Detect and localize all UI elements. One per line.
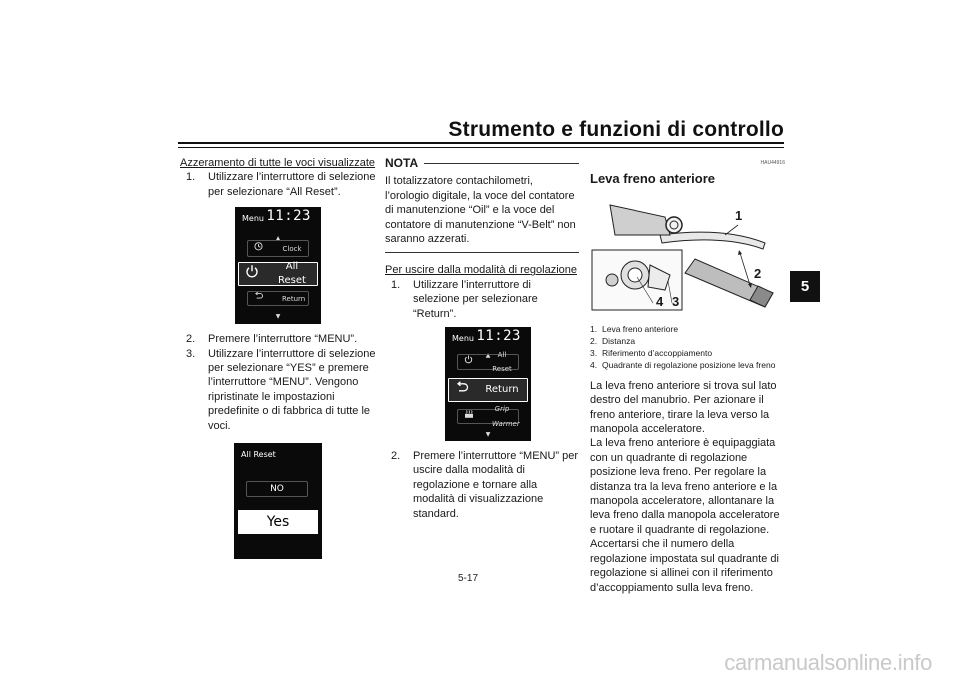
section-subhead: Per uscire dalla modalità di regolazione [385, 264, 577, 277]
callout-3: 3 [672, 293, 680, 309]
callout-2: 2 [754, 265, 762, 281]
step-text: Utilizzare l’interruttore di selezione per selezionare “All Reset”. [208, 171, 376, 198]
steps-list [180, 332, 376, 433]
list-item: 1. Utilizzare l’interruttore di selezione per selezionare “Return”. [391, 278, 538, 320]
reference-code: HAU44916 [760, 160, 785, 166]
list-item [180, 170, 376, 199]
arrow-up-icon: ▲ [275, 235, 281, 243]
menu-item-all-reset: All Reset [457, 354, 519, 370]
paragraph: La leva freno anteriore si trova sul lato destro del manubrio. Per azionare il freno anteriore, tirare la leva verso la manopola acceleratore. [590, 379, 777, 436]
return-icon [254, 292, 263, 306]
section-subhead: Azzeramento di tutte le voci visualizzate [180, 157, 376, 169]
page-title: Strumento e funzioni di controllo [448, 118, 784, 141]
callout-1: 1 [735, 207, 743, 223]
screen-title: All Reset [241, 450, 276, 460]
brake-lever-illustration [590, 195, 780, 313]
steps-list [180, 170, 376, 199]
display-screen-all-reset [234, 443, 322, 559]
section-title: Leva freno anteriore [590, 171, 715, 187]
list-item: 3. Riferimento d’accoppiamento [590, 347, 713, 358]
step-number: 1. [186, 171, 196, 184]
screen-clock: 11:23 [266, 208, 311, 225]
note-end-rule [385, 252, 579, 253]
list-item: 2. Premere l’interruttore “MENU” per uscire dalla modalità di regolazione e tornare alla modalità di visualizzazione standard. [391, 450, 579, 520]
list-item: 3. Utilizzare l’interruttore di selezione per selezionare “YES” e premere l’interruttore “MENU”. Vengono ripristinate le impostazioni predefinite o di fabbrica di tutte le voci. [186, 347, 376, 432]
menu-item-return: Return [448, 378, 528, 402]
arrow-down-icon: ▼ [275, 313, 281, 321]
watermark: carmanualsonline.info [724, 650, 932, 675]
chapter-tab[interactable]: 5 [790, 271, 820, 302]
note-text: Il totalizzatore contachilometri, l’orologio digitale, la voce del contatore di manutenzione “Oil” e la voce del contatore di manutenzione “V-Belt” non saranno azzerati. [385, 175, 576, 246]
steps-list [385, 278, 579, 321]
note-header: NOTA [385, 156, 579, 170]
option-yes: Yes [238, 510, 318, 534]
display-screen-menu [235, 207, 321, 324]
menu-item-clock: Clock [247, 240, 309, 257]
steps-list [385, 449, 579, 521]
clock-icon [254, 242, 263, 256]
power-icon [245, 265, 259, 284]
display-screen-menu-return: Menu 11:23 ▲ All Reset Return Grip Warmer ▼ [445, 327, 531, 441]
list-item: 2. Distanza [590, 335, 636, 346]
arrow-down-icon: ▼ [485, 431, 491, 439]
header-rule-thin [178, 147, 784, 148]
grip-warmer-icon [464, 409, 474, 423]
list-item: 1. Leva freno anteriore [590, 323, 679, 334]
power-icon [464, 355, 473, 369]
screen-menu-label: Menu [242, 214, 264, 224]
list-item: 4. Quadrante di regolazione posizione leva freno [590, 359, 776, 370]
page-number: 5-17 [458, 573, 479, 584]
list-item: 2. Premere l’interruttore “MENU”. [186, 333, 358, 346]
paragraph: La leva freno anteriore è equipaggiata con un quadrante di regolazione posizione leva freno. Per regolare la distanza tra la leva freno anteriore e la manopola acceleratore, allontanare la leva freno dalla manopola acceleratore e ruotare il quadrante di regolazione. Accertarsi che il numero della regolazione impostata sul quadrante di regolazione si allinei con il riferimento d’accoppiamento sulla leva freno. [590, 437, 780, 594]
arrow-up-icon: ▲ [485, 352, 491, 360]
option-no: NO [246, 481, 308, 497]
menu-item-grip-warmer: Grip Warmer [457, 409, 519, 424]
return-icon [455, 381, 469, 398]
column-left [180, 156, 376, 559]
header-rule [178, 142, 784, 144]
figure-captions [590, 323, 785, 371]
column-middle [385, 156, 579, 521]
column-right [590, 156, 785, 595]
callout-4: 4 [656, 293, 664, 309]
menu-item-return: Return [247, 291, 309, 306]
menu-item-all-reset: All Reset [238, 262, 318, 286]
